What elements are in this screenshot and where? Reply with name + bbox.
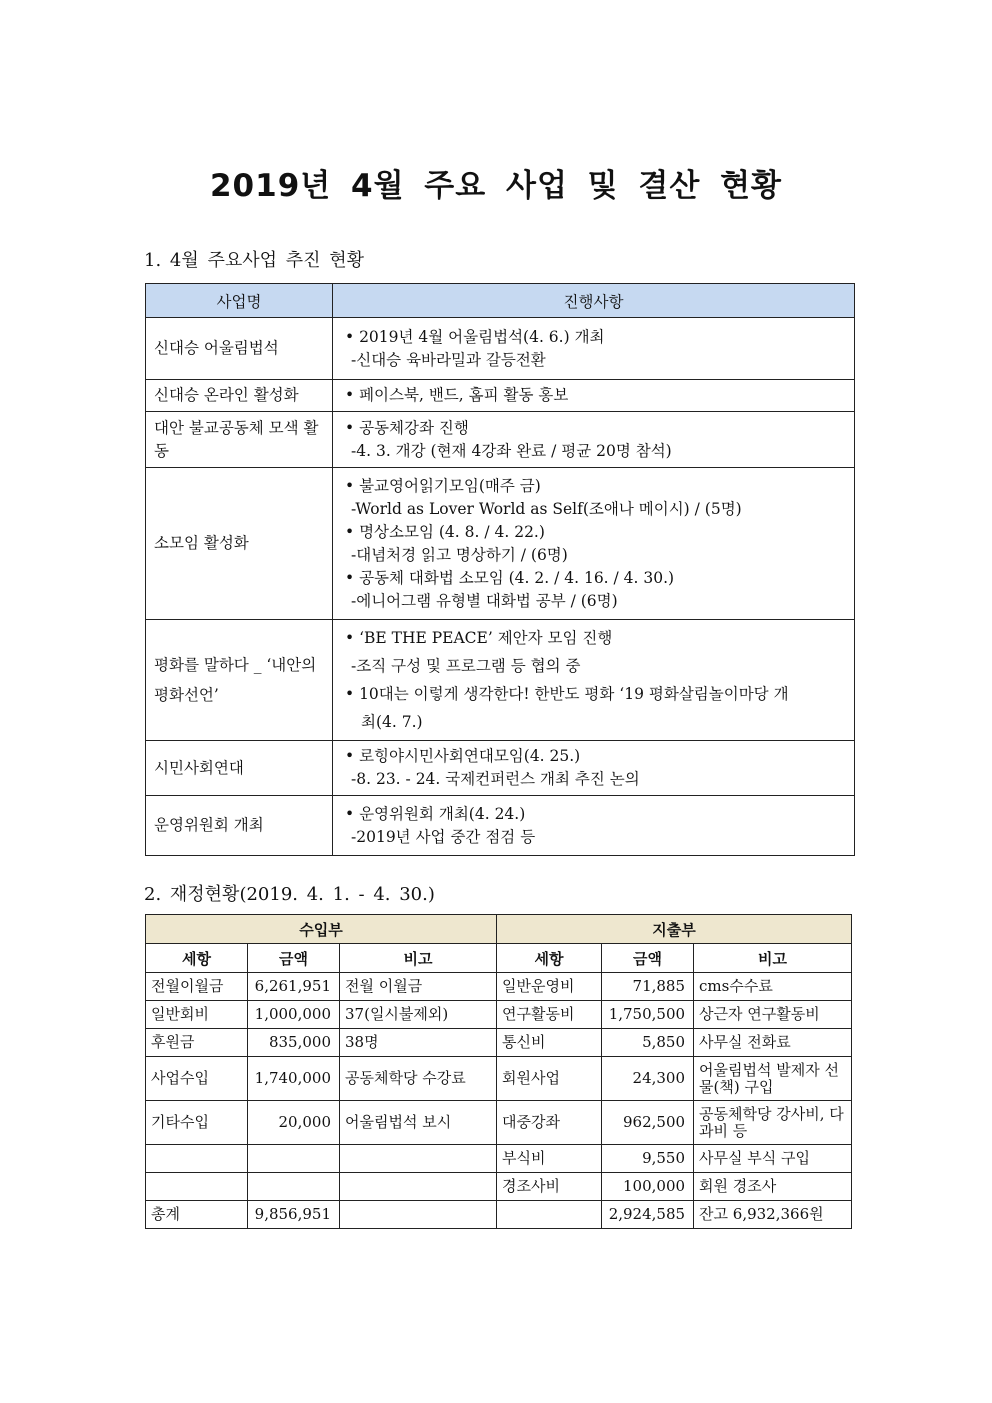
income-note: 38명 [340, 1029, 497, 1057]
detail-line: • 페이스북, 밴드, 홈피 활동 홍보 [345, 386, 569, 404]
table-row [146, 973, 852, 1001]
expense-note: 공동체학당 강사비, 다과비 등 [694, 1101, 852, 1145]
project-name: 대안 불교공동체 모색 활동 [146, 412, 333, 468]
income-amount: 6,261,951 [248, 973, 340, 1001]
table-row [146, 468, 855, 620]
expense-note: 상근자 연구활동비 [694, 1001, 852, 1029]
table-row [146, 1101, 852, 1145]
expense-note: 사무실 전화료 [694, 1029, 852, 1057]
detail-line: -신대승 육바라밀과 갈등전환 [351, 350, 546, 369]
table-row [146, 1173, 852, 1201]
expense-amount: 24,300 [602, 1057, 694, 1101]
column-header: 금액 [602, 944, 694, 973]
detail-line: • 2019년 4월 어울림법석(4. 6.) 개최 [345, 327, 605, 346]
expense-note: 어울림법석 발제자 선물(책) 구입 [694, 1057, 852, 1101]
table-row [146, 1029, 852, 1057]
income-item: 사업수입 [146, 1057, 248, 1101]
finance-table [145, 914, 852, 1229]
table-row [146, 412, 855, 468]
income-note: 전월 이월금 [340, 973, 497, 1001]
detail-line: -에니어그램 유형별 대화법 공부 / (6명) [351, 591, 618, 610]
table-header-row [146, 284, 855, 318]
table-row [146, 1057, 852, 1101]
detail-line: • 공동체강좌 진행 [345, 418, 469, 437]
column-header: 비고 [340, 944, 497, 973]
section-heading-projects: 1. 4월 주요사업 추진 현황 [144, 250, 365, 271]
project-details [333, 741, 855, 796]
detail-line: • 로힝야시민사회연대모임(4. 25.) [345, 747, 581, 765]
group-header-row [146, 915, 852, 944]
project-name: 신대승 어울림법석 [146, 318, 333, 380]
income-note [340, 1173, 497, 1201]
projects-table [145, 283, 855, 856]
income-item [146, 1173, 248, 1201]
expense-note: 사무실 부식 구입 [694, 1145, 852, 1173]
expense-note: 회원 경조사 [694, 1173, 852, 1201]
detail-line: -조직 구성 및 프로그램 등 협의 중 [351, 657, 581, 675]
expense-item: 회원사업 [497, 1057, 602, 1101]
table-row [146, 620, 855, 741]
expense-item: 경조사비 [497, 1173, 602, 1201]
project-details [333, 412, 855, 468]
income-amount: 835,000 [248, 1029, 340, 1057]
expense-total: 2,924,585 [602, 1201, 694, 1229]
project-details [333, 620, 855, 741]
total-row [146, 1201, 852, 1229]
column-header: 진행사항 [333, 284, 855, 318]
income-amount [248, 1145, 340, 1173]
income-amount: 1,000,000 [248, 1001, 340, 1029]
detail-line: • ‘BE THE PEACE’ 제안자 모임 진행 [345, 629, 613, 647]
expense-group-header: 지출부 [497, 915, 852, 944]
balance-note: 잔고 6,932,366원 [694, 1201, 852, 1229]
table-row [146, 318, 855, 380]
income-group-header: 수입부 [146, 915, 497, 944]
project-details [333, 796, 855, 856]
column-header: 세항 [146, 944, 248, 973]
expense-amount: 5,850 [602, 1029, 694, 1057]
detail-line: -World as Lover World as Self(조애나 메이시) / (5명) [351, 499, 742, 518]
expense-item: 통신비 [497, 1029, 602, 1057]
expense-amount: 71,885 [602, 973, 694, 1001]
detail-line: • 공동체 대화법 소모임 (4. 2. / 4. 16. / 4. 30.) [345, 568, 675, 587]
expense-item: 연구활동비 [497, 1001, 602, 1029]
income-note [340, 1145, 497, 1173]
project-details [333, 468, 855, 620]
expense-item: 대중강좌 [497, 1101, 602, 1145]
project-name: 운영위원회 개최 [146, 796, 333, 856]
detail-line: -2019년 사업 중간 점검 등 [351, 827, 536, 846]
income-amount: 20,000 [248, 1101, 340, 1145]
section-heading-finance: 2. 재정현황(2019. 4. 1. - 4. 30.) [144, 884, 435, 905]
column-header: 사업명 [146, 284, 333, 318]
expense-amount: 9,550 [602, 1145, 694, 1173]
expense-item: 부식비 [497, 1145, 602, 1173]
column-header-row [146, 944, 852, 973]
column-header: 세항 [497, 944, 602, 973]
page-title: 2019년 4월 주요 사업 및 결산 현황 [209, 168, 782, 204]
detail-line: • 운영위원회 개최(4. 24.) [345, 804, 526, 823]
expense-amount: 100,000 [602, 1173, 694, 1201]
income-item: 전월이월금 [146, 973, 248, 1001]
table-row [146, 741, 855, 796]
income-item: 기타수입 [146, 1101, 248, 1145]
project-name: 시민사회연대 [146, 741, 333, 796]
income-item [146, 1145, 248, 1173]
project-name: 신대승 온라인 활성화 [146, 380, 333, 412]
total-label: 총계 [146, 1201, 248, 1229]
table-row [146, 380, 855, 412]
detail-line: • 불교영어읽기모임(매주 금) [345, 476, 541, 495]
project-name: 소모임 활성화 [146, 468, 333, 620]
project-details [333, 318, 855, 380]
expense-item: 일반운영비 [497, 973, 602, 1001]
column-header: 금액 [248, 944, 340, 973]
table-row [146, 1145, 852, 1173]
total-empty [340, 1201, 497, 1229]
table-row [146, 1001, 852, 1029]
detail-line: 최(4. 7.) [361, 713, 423, 731]
income-total: 9,856,951 [248, 1201, 340, 1229]
detail-line: -8. 23. - 24. 국제컨퍼런스 개최 추진 논의 [351, 770, 640, 788]
income-amount: 1,740,000 [248, 1057, 340, 1101]
expense-amount: 1,750,500 [602, 1001, 694, 1029]
column-header: 비고 [694, 944, 852, 973]
table-row [146, 796, 855, 856]
expense-amount: 962,500 [602, 1101, 694, 1145]
project-details [333, 380, 855, 412]
income-note: 어울림법석 보시 [340, 1101, 497, 1145]
income-amount [248, 1173, 340, 1201]
income-note: 공동체학당 수강료 [340, 1057, 497, 1101]
income-item: 일반회비 [146, 1001, 248, 1029]
detail-line: • 명상소모임 (4. 8. / 4. 22.) [345, 522, 545, 541]
detail-line: -대념처경 읽고 명상하기 / (6명) [351, 545, 568, 564]
income-note: 37(일시불제외) [340, 1001, 497, 1029]
income-item: 후원금 [146, 1029, 248, 1057]
project-name: 평화를 말하다 _ ‘내안의 평화선언’ [146, 620, 333, 741]
detail-line: -4. 3. 개강 (현재 4강좌 완료 / 평균 20명 참석) [351, 441, 672, 460]
total-empty [497, 1201, 602, 1229]
detail-line: • 10대는 이렇게 생각한다! 한반도 평화 ‘19 평화살림놀이마당 개 [345, 685, 789, 703]
expense-note: cms수수료 [694, 973, 852, 1001]
